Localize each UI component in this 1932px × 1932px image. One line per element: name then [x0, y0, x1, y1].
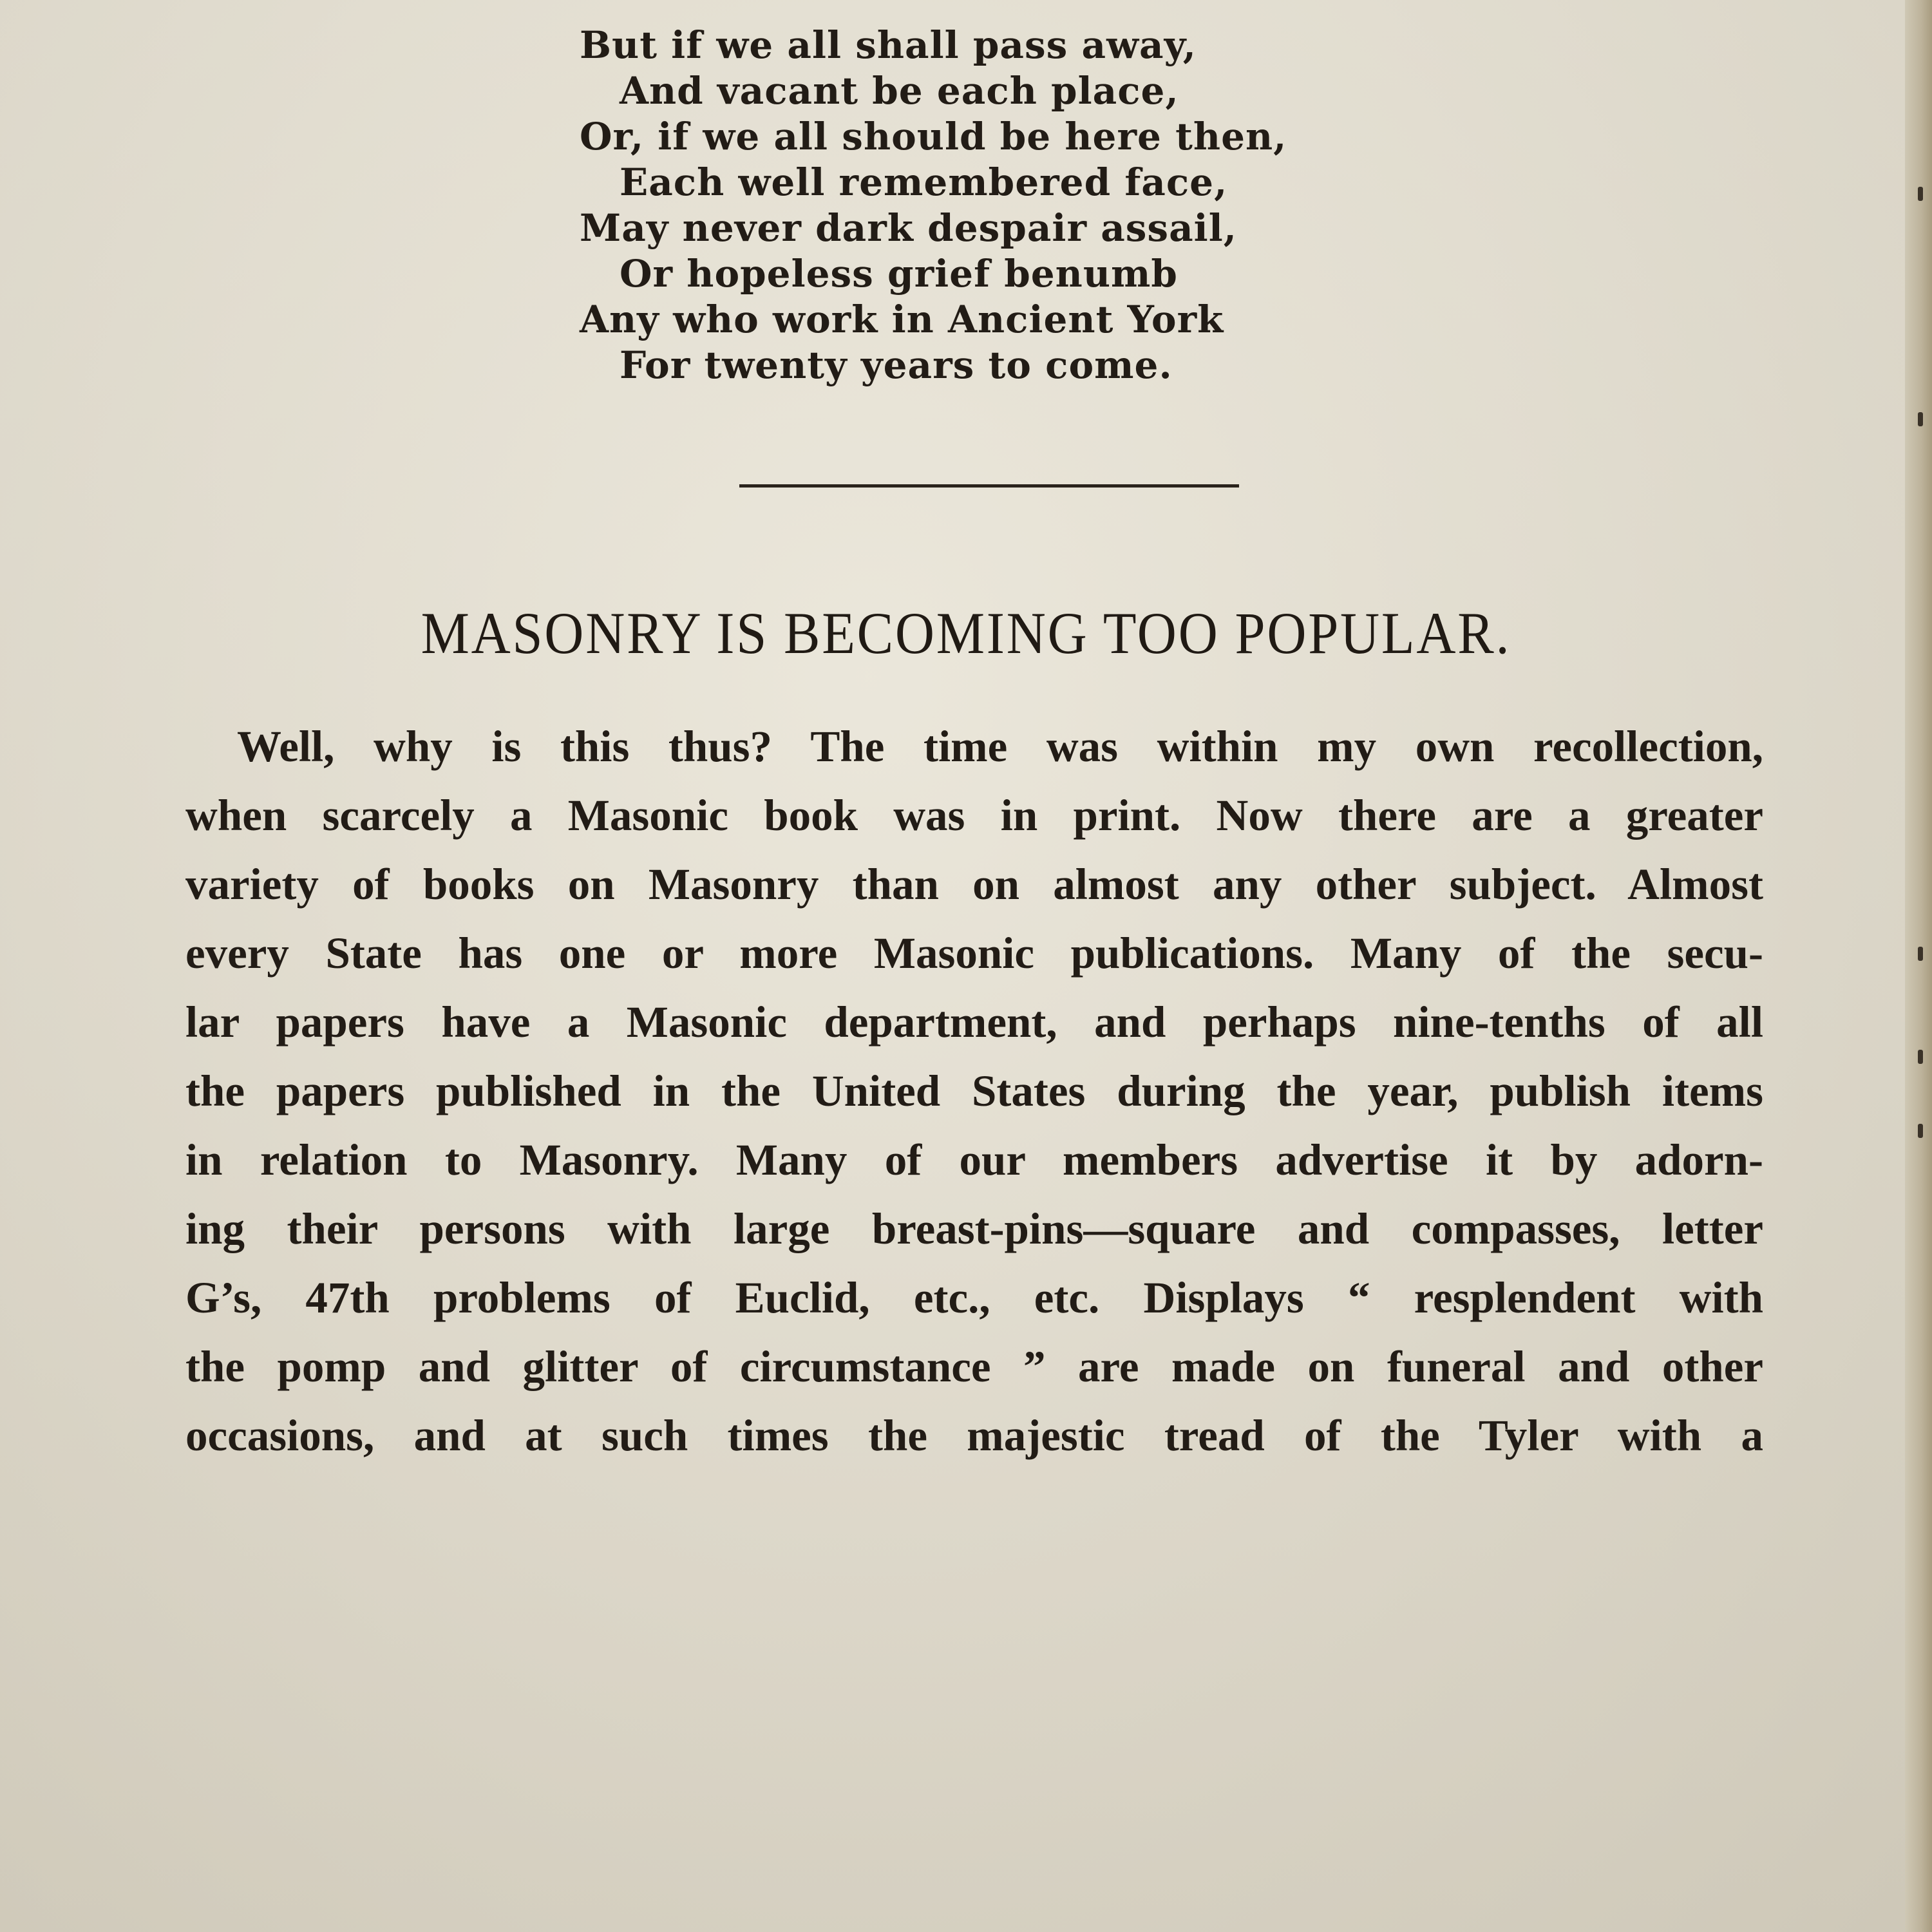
poem-line: Any who work in Ancient York: [580, 298, 1224, 341]
body-line: variety of books on Masonry than on almost any other subject. Almost: [185, 860, 1763, 909]
body-line: Well, why is this thus? The time was within my own recollection,: [237, 722, 1763, 771]
body-line: every State has one or more Masonic publications. Many of the secu-: [185, 929, 1763, 978]
poem-line: But if we all shall pass away,: [580, 23, 1197, 67]
body-line: the papers published in the United States during the year, publish items: [185, 1066, 1763, 1115]
article-title: MASONRY IS BECOMING TOO POPULAR.: [421, 600, 1511, 666]
edge-mark: [1918, 187, 1923, 201]
edge-mark: [1918, 1050, 1923, 1064]
body-line: lar papers have a Masonic department, and perhaps nine-tenths of all: [185, 998, 1763, 1046]
body-line: in relation to Masonry. Many of our members advertise it by adorn-: [185, 1135, 1763, 1184]
section-divider: [739, 484, 1239, 488]
body-line: when scarcely a Masonic book was in print. Now there are a greater: [185, 791, 1763, 840]
poem-line: Or, if we all should be here then,: [580, 115, 1287, 158]
page-edge: [1905, 0, 1932, 1932]
poem-line: For twenty years to come.: [620, 343, 1173, 387]
edge-mark: [1918, 947, 1923, 961]
body-line: occasions, and at such times the majestic tread of the Tyler with a: [185, 1411, 1763, 1460]
poem-line: Each well remembered face,: [620, 160, 1228, 204]
poem-line: And vacant be each place,: [620, 69, 1179, 113]
body-line: ing their persons with large breast-pins—square and compasses, letter: [185, 1204, 1763, 1253]
body-line: the pomp and glitter of circumstance ” are made on funeral and other: [185, 1342, 1763, 1391]
body-line: G’s, 47th problems of Euclid, etc., etc. Displays “ resplendent with: [185, 1273, 1763, 1322]
article-body: [185, 712, 1763, 1470]
edge-mark: [1918, 1124, 1923, 1138]
poem-stanza: [580, 23, 1288, 388]
edge-mark: [1918, 412, 1923, 426]
poem-line: Or hopeless grief benumb: [620, 252, 1178, 296]
poem-line: May never dark despair assail,: [580, 206, 1237, 250]
